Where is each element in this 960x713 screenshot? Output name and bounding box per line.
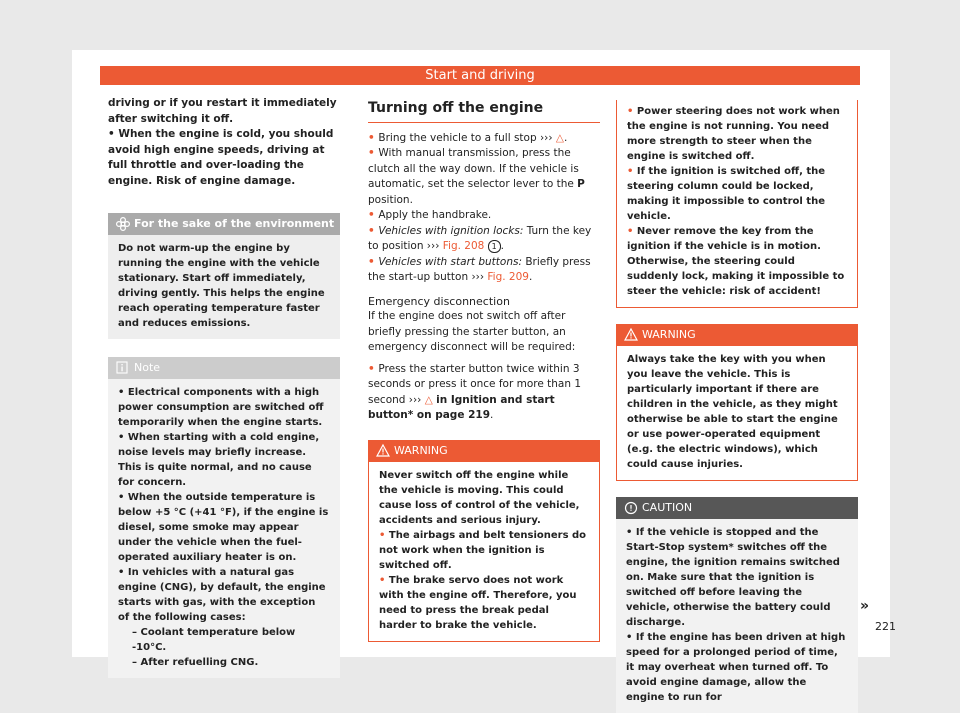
warning-body bbox=[368, 462, 600, 642]
step-text: With manual transmission, press the clutch all the way down. If the vehicle is automatic, set the selector lever to the bbox=[368, 147, 579, 190]
warning-text: Never switch off the engine while the vehicle is moving. This could cause loss of control of the vehicle, accidents and serious injury. bbox=[379, 469, 580, 526]
intro-text: driving or if you restart it immediately after switching it off. bbox=[108, 97, 337, 125]
caution-title: CAUTION bbox=[642, 501, 693, 514]
note-subitem: – Coolant temperature below -10°C. bbox=[118, 625, 330, 655]
column-1 bbox=[108, 96, 340, 678]
environment-text: Do not warm-up the engine by running the engine with the vehicle stationary. Start off immediately, driving gently. This helps the engine reach operating temperature faster and reduces emissions. bbox=[108, 235, 340, 339]
flower-icon bbox=[116, 213, 130, 243]
gear-position: P bbox=[577, 178, 585, 190]
warning-ref-icon: △ bbox=[555, 131, 564, 144]
note-box bbox=[108, 357, 340, 678]
note-subitem: – After refuelling CNG. bbox=[118, 655, 330, 670]
step-text: Turn the key to position ››› bbox=[368, 224, 592, 252]
warning-triangle-icon bbox=[624, 324, 638, 354]
warning-header bbox=[368, 440, 600, 462]
warning-box-2 bbox=[616, 324, 858, 481]
step-bullet: • Vehicles with start buttons: Briefly press the start-up button ››› Fig. 209. bbox=[368, 255, 600, 286]
note-item: • Electrical components with a high power consumption are switched off temporarily when the engine starts. bbox=[118, 385, 330, 430]
environment-box bbox=[108, 213, 340, 339]
figure-link[interactable]: Fig. 209 bbox=[487, 271, 529, 283]
subheading: Emergency disconnection bbox=[368, 294, 510, 308]
column-2 bbox=[368, 101, 600, 642]
environment-title: For the sake of the environment bbox=[134, 217, 335, 230]
section-heading: Turning off the engine bbox=[368, 101, 600, 123]
warning-text: Always take the key with you when you leave the vehicle. This is particularly important if there are children in the vehicle, as they might otherwise be able to start the engine or use power-operated equipment (e.g. the electric windows), which could cause injuries. bbox=[616, 346, 858, 481]
warning-title: WARNING bbox=[394, 443, 448, 457]
warning-item: • Power steering does not work when the engine is not running. You need more strength to steer when the engine is switched off. bbox=[627, 104, 847, 164]
note-item: • When the outside temperature is below +5 °C (+41 °F), if the engine is diesel, some smoke may appear under the vehicle when the fuel-operated auxiliary heater is on. bbox=[118, 490, 330, 565]
warning-item: • The airbags and belt tensioners do not work when the ignition is switched off. bbox=[379, 528, 589, 573]
warning-item: • Never remove the key from the ignition if the vehicle is in motion. Otherwise, the steering could suddenly lock, making it impossible to steer the vehicle: risk of accident! bbox=[627, 224, 847, 299]
step-text: Press the starter button twice within 3 seconds or press it once for more than 1 second ››› bbox=[368, 362, 582, 406]
step-condition: Vehicles with start buttons: bbox=[378, 255, 522, 268]
caution-header bbox=[616, 497, 858, 519]
step-text: position. bbox=[368, 193, 413, 206]
warning-title: WARNING bbox=[642, 328, 696, 341]
environment-header bbox=[108, 213, 340, 235]
step-bullet: • Press the starter button twice within 3 seconds or press it once for more than 1 second ››› △ in Ignition and start button* on page 219. bbox=[368, 362, 600, 424]
section-header: Start and driving bbox=[100, 66, 860, 85]
note-title: Note bbox=[134, 361, 161, 374]
step-bullet: • Apply the handbrake. bbox=[368, 208, 600, 224]
step-bullet bbox=[368, 146, 600, 208]
note-item: • When starting with a cold engine, noise levels may briefly increase. This is quite normal, and no cause for concern. bbox=[118, 430, 330, 490]
page-reference[interactable]: in Ignition and start button* on page 219 bbox=[368, 393, 555, 421]
note-item: • In vehicles with a natural gas engine (CNG), by default, the engine starts with gas, with the exception of the following cases: bbox=[118, 565, 330, 625]
continued-marker: » bbox=[860, 598, 870, 614]
warning-item: • The brake servo does not work with the engine off. Therefore, you need to press the break pedal harder to brake the vehicle. bbox=[379, 573, 589, 633]
caution-item: • If the vehicle is stopped and the Start-Stop system* switches off the engine, the ignition remains switched on. Make sure that the ignition is switched off before leaving the vehicle, otherwise the battery could discharge. bbox=[626, 525, 848, 630]
figure-link[interactable]: Fig. 208 bbox=[442, 240, 485, 252]
warning-triangle-icon bbox=[376, 440, 390, 470]
warning-continued bbox=[616, 100, 858, 308]
step-text: Bring the vehicle to a full stop ››› bbox=[378, 131, 556, 144]
warning-item: • If the ignition is switched off, the steering column could be locked, making it impossible to control the vehicle. bbox=[627, 164, 847, 224]
note-header bbox=[108, 357, 340, 379]
step-bullet: • Bring the vehicle to a full stop ››› △. bbox=[368, 131, 600, 147]
step-condition: Vehicles with ignition locks: bbox=[378, 224, 524, 237]
page-number: 221 bbox=[875, 620, 896, 633]
caution-body bbox=[616, 519, 858, 713]
paragraph: If the engine does not switch off after briefly pressing the starter button, an emergency disconnect will be required: bbox=[368, 310, 576, 353]
info-icon bbox=[116, 357, 128, 387]
step-bullet: • Vehicles with ignition locks: Turn the key to position ››› Fig. 208 1 . bbox=[368, 224, 600, 255]
intro-bullet: • When the engine is cold, you should avoid high engine speeds, driving at full throttle and over-loading the engine. Risk of engine damage. bbox=[108, 127, 340, 189]
caution-icon bbox=[624, 497, 638, 527]
warning-header bbox=[616, 324, 858, 346]
step-text: Briefly press the start-up button ››› bbox=[368, 255, 591, 283]
note-body bbox=[108, 379, 340, 678]
callout-number: 1 bbox=[488, 240, 501, 253]
caution-box bbox=[616, 497, 858, 713]
caution-item: • If the engine has been driven at high speed for a prolonged period of time, it may overheat when turned off. To avoid engine damage, allow the engine to run for bbox=[626, 630, 848, 705]
warning-box bbox=[368, 440, 600, 642]
warning-ref-icon: △ bbox=[424, 393, 433, 406]
column-3 bbox=[616, 100, 858, 713]
